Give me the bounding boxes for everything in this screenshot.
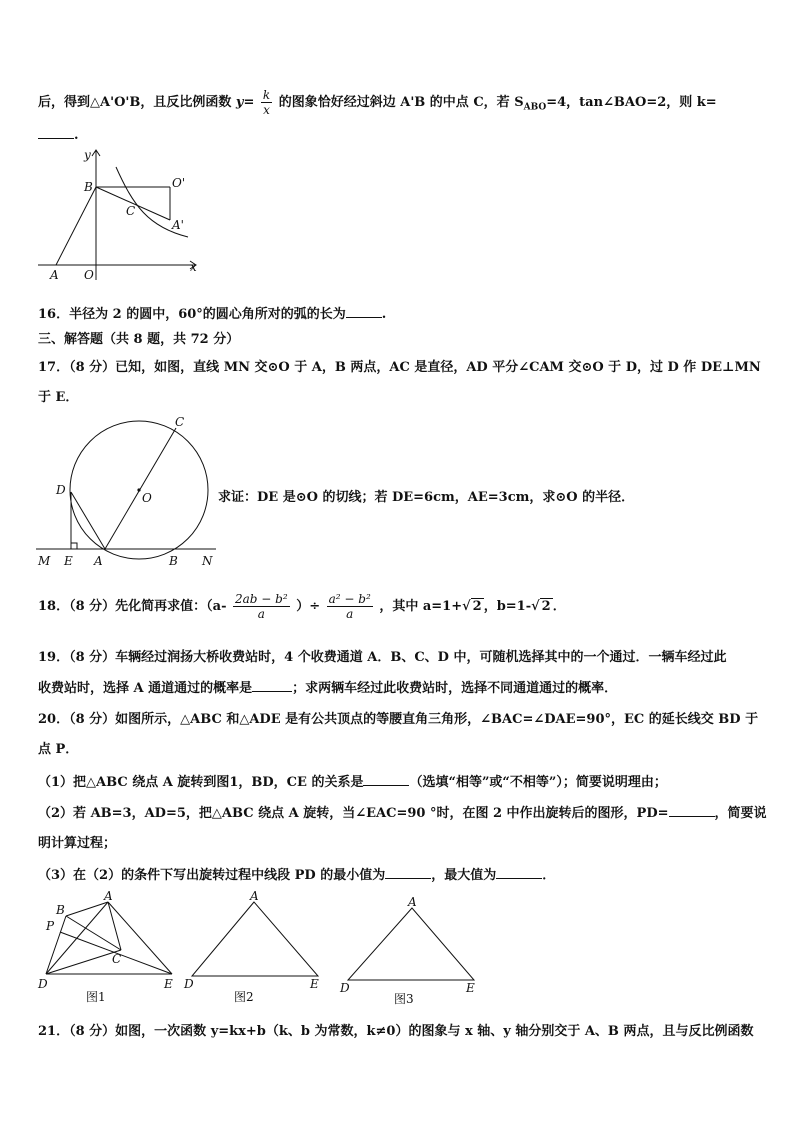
q20-p2-a: （2）若 AB=3，AD=5，把△ABC 绕点 A 旋转，当∠EAC=90 °时，在图 2 中作出旋转后的图形，PD= <box>38 806 669 821</box>
q15-frac-num: k <box>262 88 271 102</box>
q16-text: 16．半径为 2 的圆中，60°的圆心角所对的弧的长为 <box>38 307 346 322</box>
fig1-caption: 图1 <box>86 990 106 1004</box>
q15-text-b: 的图象恰好经过斜边 A'B 的中点 C，若 S <box>278 95 524 110</box>
fig20-figure1 <box>36 890 186 1000</box>
fig15-seg-AB <box>56 187 96 265</box>
fig3-triangle-ADE <box>348 908 474 980</box>
q18-frac1-num: 2ab − b² <box>235 592 288 606</box>
fig1-label-B: B <box>56 903 65 917</box>
fig1-label-P: P <box>46 919 55 933</box>
q15-fraction <box>261 88 272 117</box>
fig17-diameter-AC <box>105 428 176 549</box>
fig2-triangle-ADE <box>192 902 318 976</box>
fig2-label-E: E <box>310 977 319 990</box>
q20-part1 <box>38 771 667 790</box>
q18-sqrt-b: 2 <box>541 599 551 614</box>
q15-sub: ABO <box>523 102 547 113</box>
q16-line <box>38 303 386 322</box>
fig17-label-O: O <box>142 491 152 505</box>
q20-p3-a: （3）在（2）的条件下写出旋转过程中线段 PD 的最小值为 <box>38 868 386 883</box>
fig17-circle-figure <box>36 412 226 572</box>
fig17-right-angle <box>71 543 77 549</box>
fig15-label-O: O <box>84 268 94 282</box>
fig17-label-M: M <box>38 554 51 568</box>
q15-y: y <box>235 95 244 110</box>
q18-cond-a: ，其中 a=1+ <box>379 599 463 614</box>
fig3-caption: 图3 <box>394 992 414 1006</box>
fig15-label-y: y <box>84 148 91 162</box>
q18-fraction-1 <box>233 592 290 621</box>
fig15-label-A-prime: A' <box>172 218 184 232</box>
fig3-label-A: A <box>408 896 417 909</box>
fig2-label-A: A <box>250 890 259 903</box>
fig3-label-E: E <box>466 981 475 995</box>
q15-line <box>38 88 717 117</box>
q18-end: ． <box>552 599 566 614</box>
fig17-label-A: A <box>94 554 103 568</box>
q20-p1-blank <box>363 785 409 786</box>
fig17-label-C: C <box>175 415 185 429</box>
section-heading: 三、解答题（共 8 题，共 72 分） <box>38 332 240 347</box>
fig1-label-C: C <box>112 952 122 966</box>
q19-line2-b: ；求两辆车经过此收费站时，选择不同通道通过的概率． <box>292 681 618 696</box>
q20-p3-b: ，最大值为 <box>431 868 497 883</box>
q20-p1-a: （1）把△ABC 绕点 A 旋转到图1，BD，CE 的关系是 <box>38 775 364 790</box>
q15-text-a: 后，得到△A'O'B，且反比例函数 <box>38 95 232 110</box>
q18-frac2-den: a <box>346 607 354 621</box>
q20-p3-end: ． <box>542 868 556 883</box>
fig17-label-D: D <box>56 483 66 497</box>
q15-answer-line <box>38 128 79 143</box>
q18-line: 18．（8 分）先化简再求值：（a- $\frac{\text{2ab − b²}}{a}$ ）÷ $\frac{\text{a² − b²}}{a}$ ，其中 a=1+√ 2 ，b=1-√ 2 ． <box>38 592 566 621</box>
q16-end: . <box>381 307 387 322</box>
q18-sqrt-a: 2 <box>472 599 482 614</box>
fig17-label-B: B <box>169 554 178 568</box>
fig17-label-N: N <box>202 554 213 568</box>
fig1-seg-DC <box>46 950 121 974</box>
q20-p3-blank2 <box>496 878 542 879</box>
q15-eq: = <box>243 95 255 110</box>
q20-part2 <box>38 802 767 821</box>
q20-p2-b: ，简要说 <box>714 806 767 821</box>
q16-blank <box>346 317 382 318</box>
fig15-graph <box>38 145 218 285</box>
fig2-label-D: D <box>184 977 194 990</box>
fig15-label-B: B <box>84 180 93 194</box>
fig15-label-x: x <box>190 260 197 274</box>
q17-side-text: 求证：DE 是⊙O 的切线；若 DE=6cm，AE=3cm，求⊙O 的半径． <box>218 490 635 505</box>
fig17-seg-AD <box>71 492 105 549</box>
fig20-figure2 <box>182 890 332 990</box>
q18-mid: ）÷ <box>296 599 321 614</box>
fig1-label-D: D <box>38 977 48 991</box>
fig17-center-dot <box>137 488 140 491</box>
q15-frac-den: x <box>263 103 270 117</box>
fig17-label-E: E <box>64 554 73 568</box>
q20-p3-blank1 <box>385 878 431 879</box>
q19-blank <box>252 691 292 692</box>
q18-frac2-num: a² − b² <box>328 592 371 606</box>
fig2-caption: 图2 <box>234 990 254 1004</box>
q20-line1: 20．（8 分）如图所示，△ABC 和△ADE 是有公共顶点的等腰直角三角形，∠BAC=∠DAE=90°，EC 的延长线交 BD 于 <box>38 712 759 727</box>
q20-p2-blank <box>669 816 715 817</box>
q17-line1: 17．（8 分）已知，如图，直线 MN 交⊙O 于 A，B 两点，AC 是直径，AD 平分∠CAM 交⊙O 于 D，过 D 作 DE⊥MN <box>38 360 761 375</box>
q15-text-c: =4，tan∠BAO=2，则 k= <box>546 95 717 110</box>
q21-line1: 21．（8 分）如图，一次函数 y=kx+b（k、b 为常数，k≠0）的图象与 x 轴、y 轴分别交于 A、B 两点，且与反比例函数 <box>38 1024 754 1039</box>
q20-part3 <box>38 864 555 883</box>
q19-line2 <box>38 677 617 696</box>
q20-line2: 点 P． <box>38 742 79 757</box>
fig15-label-C: C <box>126 204 136 218</box>
q20-p1-b: （选填“相等”或“不相等”）；简要说明理由； <box>409 775 667 790</box>
fig1-label-E: E <box>164 977 173 991</box>
q18-cond-b: ，b=1- <box>483 599 532 614</box>
q20-part2-cont: 明计算过程； <box>38 836 117 851</box>
q15-answer-blank <box>38 138 74 139</box>
q19-line2-a: 收费站时，选择 A 通道通过的概率是 <box>38 681 253 696</box>
fig20-figure3 <box>336 896 486 996</box>
fig15-label-O-prime: O' <box>172 176 186 190</box>
q18-frac1-den: a <box>257 607 265 621</box>
q18-prefix: 18．（8 分）先化简再求值：（a- <box>38 599 227 614</box>
q19-line1: 19．（8 分）车辆经过润扬大桥收费站时，4 个收费通道 A．B、C、D 中，可随机选择其中的一个通过．一辆车经过此 <box>38 650 727 665</box>
q18-fraction-2 <box>327 592 373 621</box>
fig15-label-A: A <box>50 268 59 282</box>
q17-line2: 于 E． <box>38 390 79 405</box>
fig3-label-D: D <box>340 981 350 995</box>
fig1-label-A: A <box>104 890 113 903</box>
q15-blank-end: . <box>74 128 79 143</box>
